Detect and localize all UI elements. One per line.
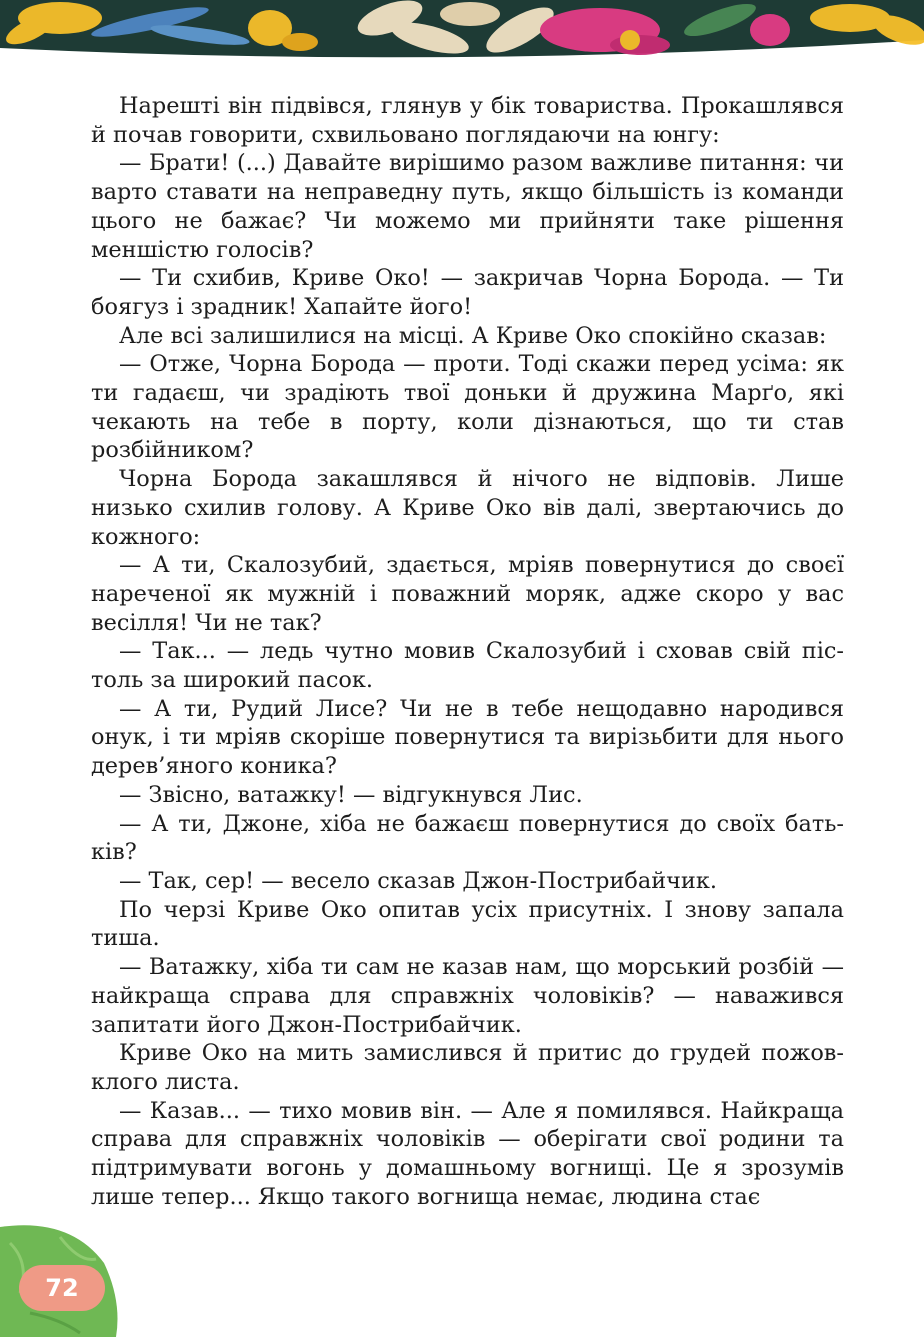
paragraph: — А ти, Рудий Лисе? Чи не в тебе нещодавно народився онук, і ти мріяв скоріше повернутися та вирізьбити для нього дерев’яного коника? xyxy=(91,695,844,780)
story-text xyxy=(91,92,844,1211)
paragraph: Але всі залишилися на місці. А Криве Око спокійно сказав: xyxy=(119,322,827,349)
paragraph: — Так, сер! — весело сказав Джон-Пострибайчик. xyxy=(119,867,717,894)
paragraph: — Брати! (...) Давайте вирішимо разом важливе питання: чи варто ставати на неправедну путь, якщо більшість із команди цього не бажає? Чи можемо ми прийняти таке рішення меншістю голосів? xyxy=(91,150,844,263)
floral-header-banner xyxy=(0,0,924,62)
paragraph: — Ватажку, хіба ти сам не казав нам, що морський розбій — найкраща справа для справжніх чоловіків? — наважився запитати його Джон-Пострибайчик. xyxy=(91,954,844,1038)
paragraph: — А ти, Скалозубий, здається, мріяв повернутися до своєї нареченої як мужній і поважний моряк, адже скоро у вас весілля! Чи не так? xyxy=(91,552,844,636)
paragraph: — А ти, Джоне, хіба не бажаєш повернутися до своїх батьків? xyxy=(91,810,844,866)
paragraph: Нарешті він підвівся, глянув у бік товариства. Прокашлявся й почав говорити, схвильовано поглядаючи на юнгу: xyxy=(91,93,844,148)
paragraph: — Ти схибив, Криве Око! — закричав Чорна Борода. — Ти боягуз і зрадник! Хапайте його! xyxy=(91,265,844,320)
paragraph: По черзі Криве Око опитав усіх присутніх. І знову запала тиша. xyxy=(91,896,844,952)
paragraph: — Отже, Чорна Борода — проти. Тоді скажи перед усіма: як ти гадаєш, чи зрадіють твої доньки й дружина Марґо, які чекають на тебе в порту, коли дізнаються, що ти став розбійником? xyxy=(91,351,844,464)
paragraph: — Казав... — тихо мовив він. — Але я помилявся. Найкраща справа для справжніх чоловіків — оберігати свої родини та підтримувати вогонь у домашньому вогнищі. Це я зрозумів лише тепер... Якщо такого вогнища немає, людина стає xyxy=(91,1097,844,1210)
paragraph: — Так... — ледь чутно мовив Скалозубий і сховав свій пістоль за широкий пасок. xyxy=(91,638,844,694)
page-number: 72 xyxy=(19,1265,105,1311)
paragraph: Чорна Борода закашлявся й нічого не відповів. Лише низько схилив голову. А Криве Око вів далі, звертаючись до кожного: xyxy=(91,466,844,550)
flower-illustration xyxy=(0,0,924,62)
paragraph: Криве Око на мить замислився й притис до грудей пожовклого листа. xyxy=(91,1040,844,1095)
paragraph: — Звісно, ватажку! — відгукнувся Лис. xyxy=(119,781,583,808)
